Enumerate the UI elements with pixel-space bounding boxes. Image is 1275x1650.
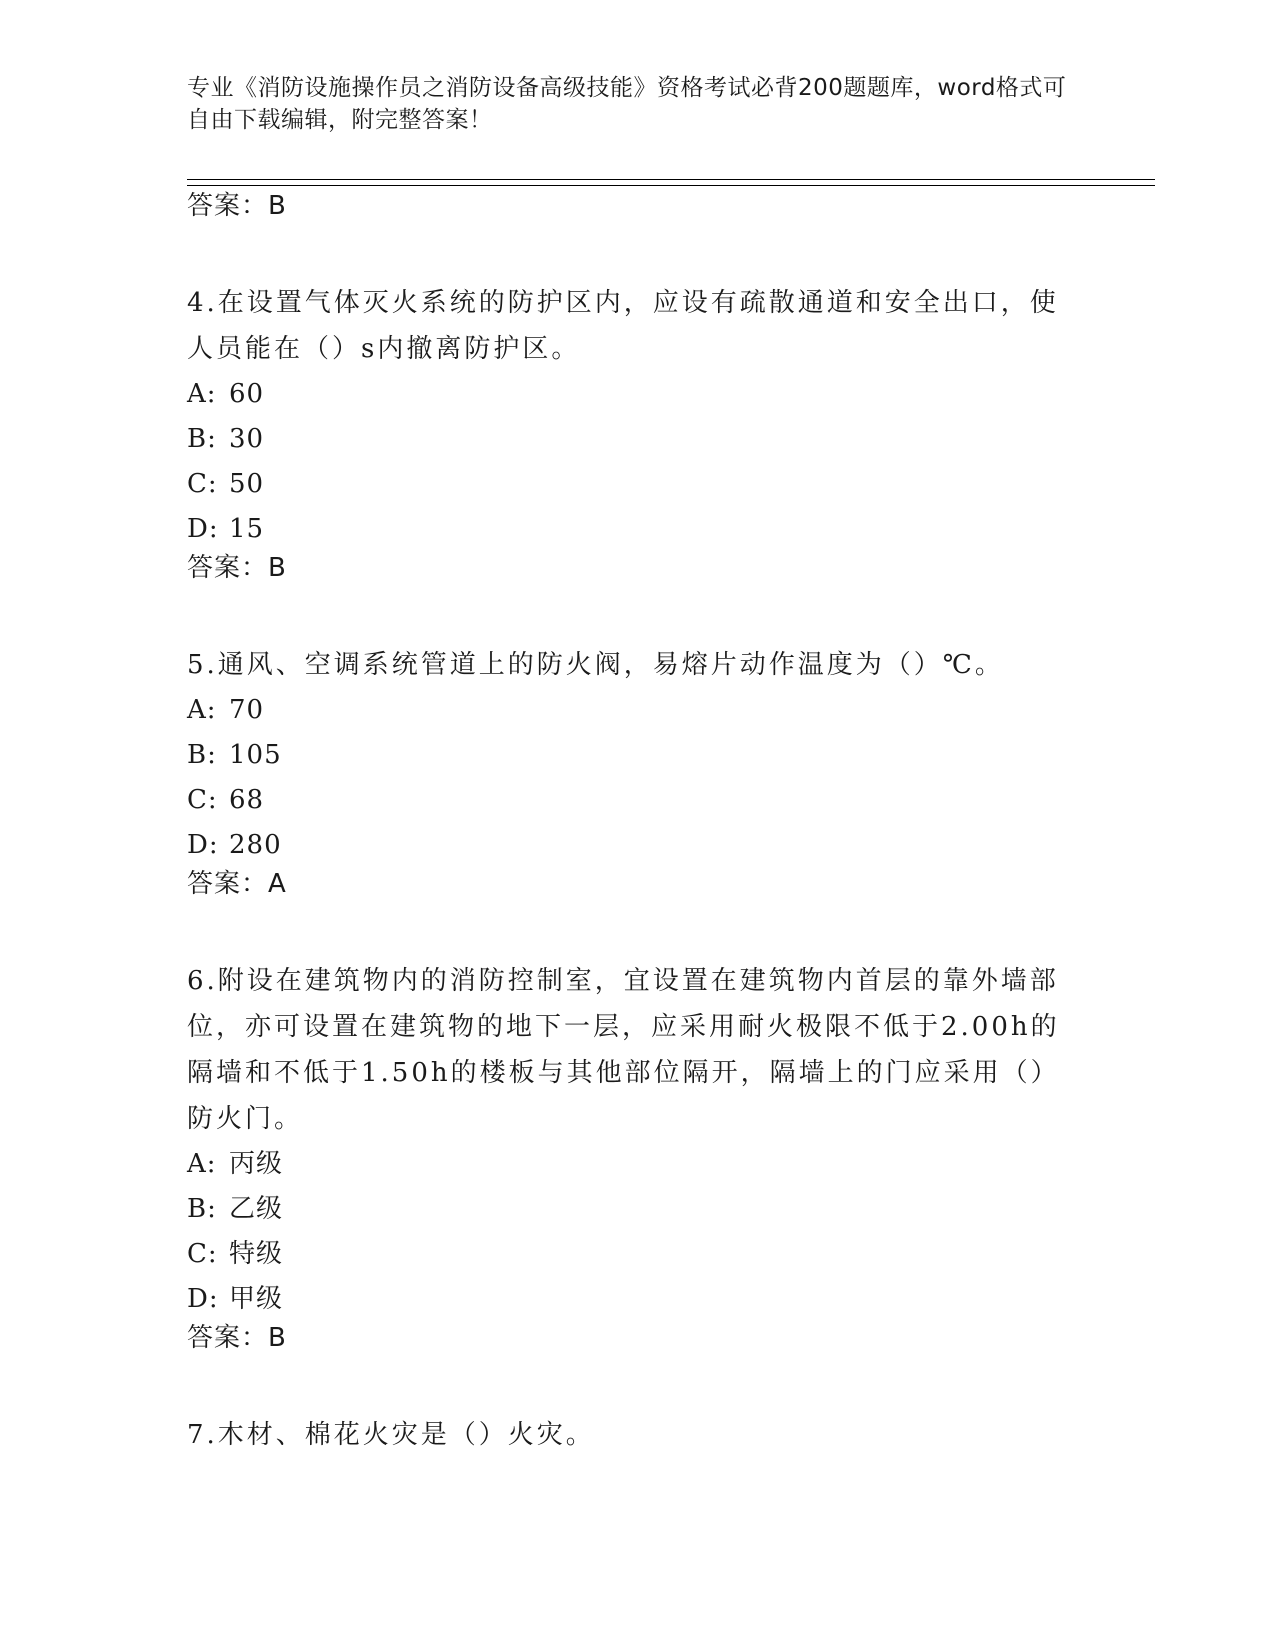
question-block	[187, 1412, 1155, 1458]
option-c	[187, 778, 1155, 823]
option-key: B:	[187, 1194, 217, 1224]
option-a	[187, 1142, 1155, 1187]
answer-line: 答案：B	[187, 1323, 287, 1353]
option-key: C:	[187, 785, 218, 815]
option-value: 乙级	[229, 1194, 284, 1224]
option-key: B:	[187, 740, 217, 770]
option-key: C:	[187, 1239, 218, 1269]
question-text: 4.在设置气体灭火系统的防护区内，应设有疏散通道和安全出口，使人员能在（）s内撤离防护区。	[187, 288, 1059, 364]
spacer	[187, 235, 1155, 280]
document-header: 专业《消防设施操作员之消防设备高级技能》资格考试必背200题题库，word格式可自由下载编辑，附完整答案！	[187, 75, 1067, 133]
option-c	[187, 462, 1155, 507]
question-list	[187, 190, 1155, 1458]
option-value: 70	[229, 695, 265, 725]
option-key: A:	[187, 379, 217, 409]
option-key: D:	[187, 514, 219, 544]
option-d	[187, 823, 1155, 868]
question-text: 6.附设在建筑物内的消防控制室，宜设置在建筑物内首层的靠外墙部位，亦可设置在建筑物的地下一层，应采用耐火极限不低于2.00h的隔墙和不低于1.50h的楼板与其他部位隔开，隔墙上的门应采用（）防火门。	[187, 966, 1060, 1134]
answer-line: 答案：B	[187, 553, 287, 583]
option-value: 68	[229, 785, 265, 815]
option-key: D:	[187, 830, 219, 860]
question-text: 7.木材、棉花火灾是（）火灾。	[187, 1420, 595, 1450]
question-block	[187, 642, 1155, 913]
header-divider	[187, 179, 1155, 186]
spacer	[187, 1367, 1155, 1412]
option-value: 甲级	[229, 1284, 284, 1314]
option-key: A:	[187, 1149, 217, 1179]
option-c	[187, 1232, 1155, 1277]
spacer	[187, 597, 1155, 642]
option-d	[187, 1277, 1155, 1322]
option-value: 特级	[229, 1239, 284, 1269]
option-value: 15	[229, 514, 265, 544]
answer-line: 答案：B	[187, 191, 287, 221]
option-b	[187, 417, 1155, 462]
option-key: D:	[187, 1284, 219, 1314]
option-a	[187, 372, 1155, 417]
option-key: C:	[187, 469, 218, 499]
answer-line: 答案：A	[187, 869, 287, 899]
option-d	[187, 507, 1155, 552]
option-value: 105	[229, 740, 282, 770]
spacer	[187, 913, 1155, 958]
question-block	[187, 958, 1155, 1367]
option-key: B:	[187, 424, 217, 454]
option-value: 丙级	[229, 1149, 284, 1179]
option-b	[187, 1187, 1155, 1232]
question-block	[187, 280, 1155, 597]
option-b	[187, 733, 1155, 778]
option-value: 280	[229, 830, 282, 860]
option-value: 50	[229, 469, 265, 499]
document-page	[187, 72, 1087, 1450]
question-text: 5.通风、空调系统管道上的防火阀，易熔片动作温度为（）℃。	[187, 650, 1004, 680]
option-a	[187, 688, 1155, 733]
option-value: 30	[229, 424, 265, 454]
option-key: A:	[187, 695, 217, 725]
option-value: 60	[229, 379, 265, 409]
